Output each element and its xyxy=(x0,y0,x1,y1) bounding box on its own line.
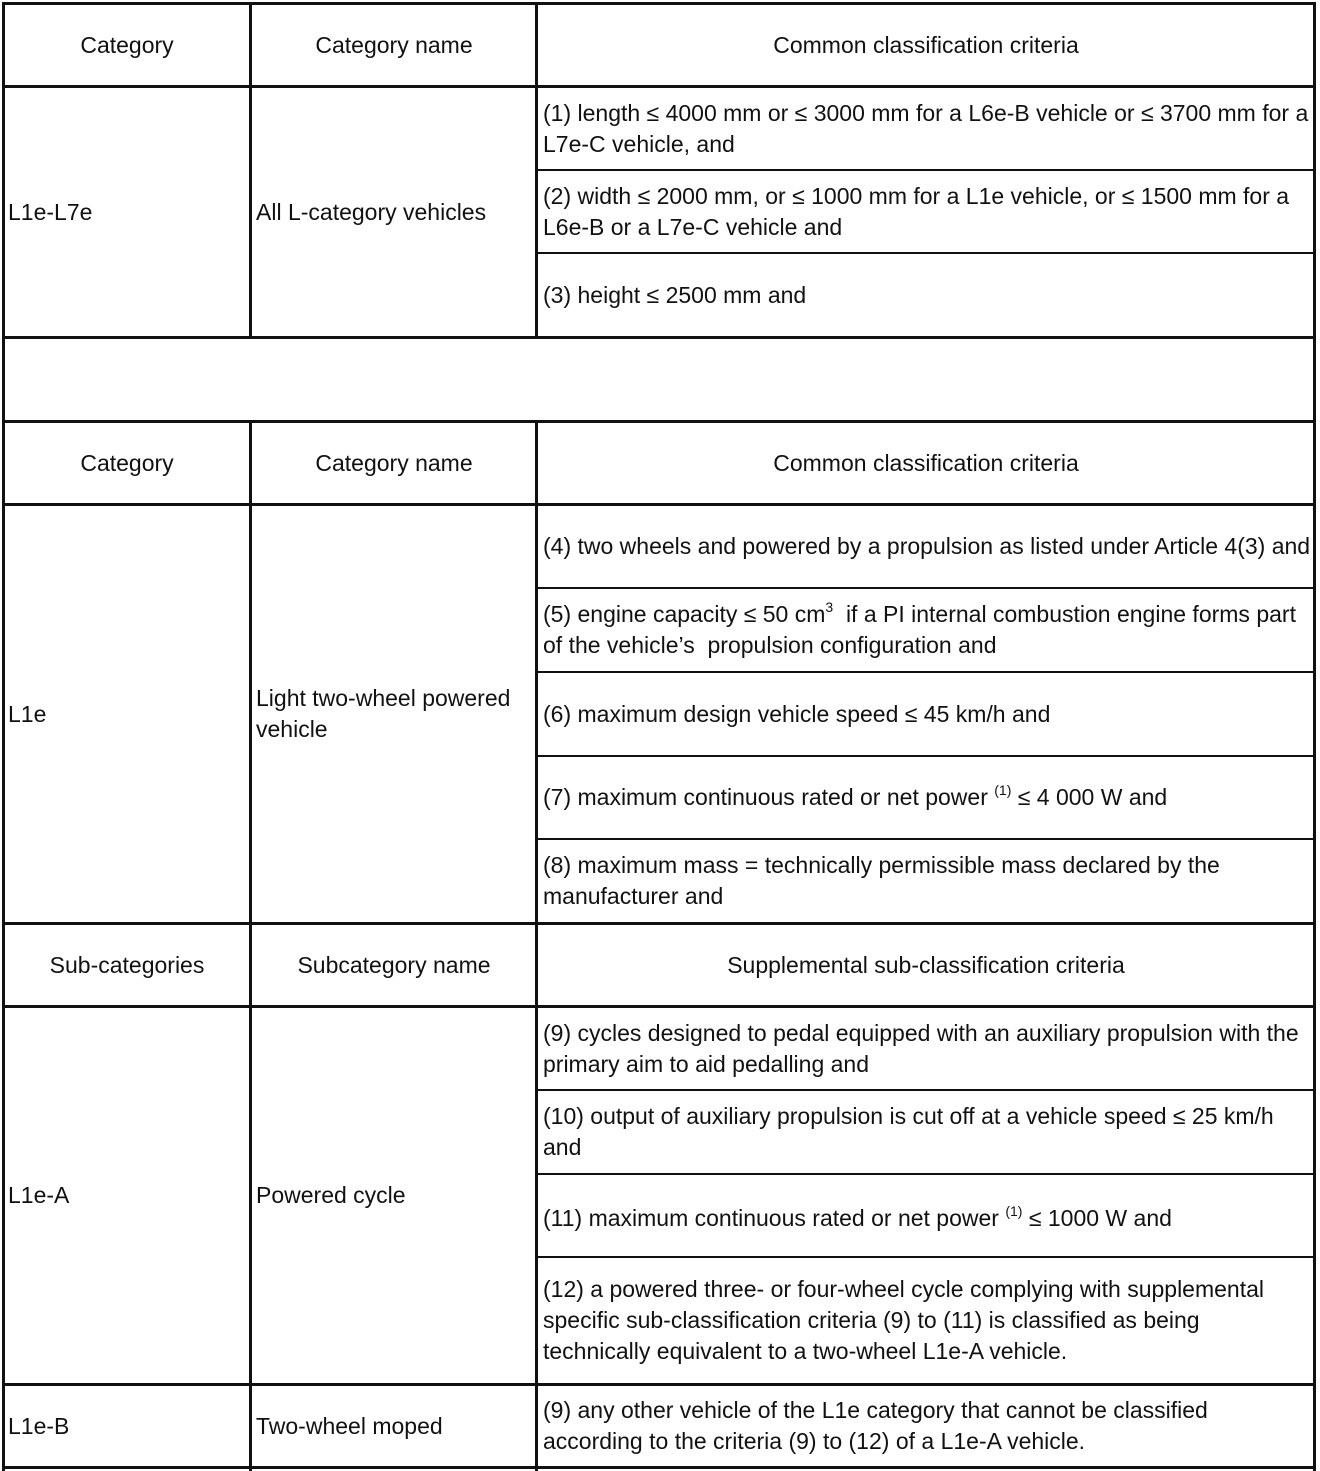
header-subcategory-name: Subcategory name xyxy=(297,951,491,978)
criterion-5 xyxy=(541,589,1311,671)
criterion-6: (6) maximum design vehicle speed ≤ 45 km/h and xyxy=(543,700,1051,727)
header-category: Category xyxy=(80,31,174,58)
criterion-11 xyxy=(541,1175,1311,1256)
table-border-left xyxy=(2,2,5,1471)
criterion-5-part-a: (5) engine capacity ≤ 50 cm xyxy=(543,601,826,627)
criterion-12: (12) a powered three- or four-wheel cycle complying with supplemental specific sub-classification criteria (9) to (11) is classified as being technically equivalent to a two-wheel L1e-A vehicle. xyxy=(543,1276,1265,1364)
criterion-7-part-a: (7) maximum continuous rated or net power xyxy=(543,784,995,810)
header-category: Category xyxy=(80,449,174,476)
criterion-7-text xyxy=(543,782,1167,813)
header-criteria: Common classification criteria xyxy=(773,31,1079,58)
criterion-7-footnote: (1) xyxy=(994,782,1012,798)
criterion-7 xyxy=(541,757,1311,838)
header-sub-criteria: Supplemental sub-classification criteria xyxy=(727,951,1125,978)
header-sub-categories: Sub-categories xyxy=(49,951,205,978)
category-name-all-l: All L-category vehicles xyxy=(256,198,487,225)
category-name-two-wheel-moped: Two-wheel moped xyxy=(256,1412,443,1439)
category-name-powered-cycle: Powered cycle xyxy=(256,1182,406,1208)
criterion-5-superscript: 3 xyxy=(825,599,834,615)
category-l1e: L1e xyxy=(8,700,47,727)
category-l1e-l7e: L1e-L7e xyxy=(8,198,93,225)
header-category-name: Category name xyxy=(315,449,473,476)
criterion-11-text xyxy=(543,1203,1172,1234)
header-category-name: Category name xyxy=(315,31,473,58)
category-name-light-two-wheel: Light two-wheel powered vehicle xyxy=(256,685,511,742)
criterion-11-footnote: (1) xyxy=(1005,1203,1023,1219)
criterion-7-part-b: ≤ 4 000 W and xyxy=(1011,784,1168,810)
criterion-3: (3) height ≤ 2500 mm and xyxy=(543,281,807,308)
criterion-8: (8) maximum mass = technically permissible mass declared by the manufacturer and xyxy=(543,852,1220,909)
criterion-4: (4) two wheels and powered by a propulsion as listed under Article 4(3) and xyxy=(543,533,1311,559)
table-border-right xyxy=(1313,2,1316,1471)
header-criteria: Common classification criteria xyxy=(773,449,1079,476)
category-l1e-b: L1e-B xyxy=(8,1412,70,1439)
criterion-11-part-a: (11) maximum continuous rated or net power xyxy=(543,1205,1006,1231)
criterion-9-l1e-b: (9) any other vehicle of the L1e category that cannot be classified according to the criteria (9) to (12) of a L1e-A vehicle. xyxy=(543,1397,1208,1454)
category-l1e-a: L1e-A xyxy=(8,1182,70,1208)
criterion-5-text xyxy=(543,599,1311,661)
row-divider xyxy=(2,336,1316,339)
criterion-1: (1) length ≤ 4000 mm or ≤ 3000 mm for a L6e-B vehicle or ≤ 3700 mm for a L7e-C vehicle, and xyxy=(543,99,1309,157)
criterion-5-part-b: if a PI internal combustion engine forms part of the vehicle’s propulsion configuration and xyxy=(543,601,1303,658)
criterion-11-part-b: ≤ 1000 W and xyxy=(1022,1205,1172,1231)
criterion-10: (10) output of auxiliary propulsion is cut off at a vehicle speed ≤ 25 km/h and xyxy=(543,1103,1274,1160)
criterion-2: (2) width ≤ 2000 mm, or ≤ 1000 mm for a L1e vehicle, or ≤ 1500 mm for a L6e-B or a L7e-C vehicle and xyxy=(543,182,1290,240)
criterion-9: (9) cycles designed to pedal equipped with an auxiliary propulsion with the primary aim to aid pedalling and xyxy=(543,1019,1299,1077)
row-divider xyxy=(2,1466,1316,1469)
